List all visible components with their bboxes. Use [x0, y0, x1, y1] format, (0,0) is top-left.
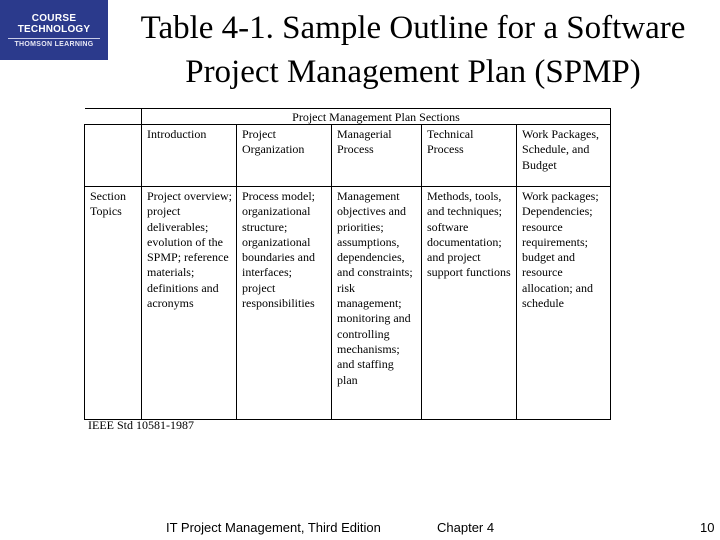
table-row-section-topics	[85, 187, 611, 420]
table-source-note: IEEE Std 10581-1987	[88, 418, 194, 432]
header-technical-process: Technical Process	[422, 125, 517, 187]
logo-line-1: COURSE	[31, 12, 77, 24]
cell-project-organization: Process model; organizational structure; organizational boundaries and interfaces; project responsibilities	[237, 187, 332, 420]
header-project-organization: Project Organization	[237, 125, 332, 187]
cell-work-packages: Work packages; Dependencies; resource requirements; budget and resource allocation; and schedule	[517, 187, 611, 420]
slide-title-line-1: Table 4-1. Sample Outline for a Software	[140, 10, 686, 46]
spmp-outline-table	[84, 108, 611, 420]
table-caption-row	[85, 109, 611, 125]
slide-title	[110, 6, 716, 94]
course-technology-logo	[0, 0, 108, 60]
footer-book-title: IT Project Management, Third Edition	[166, 520, 381, 535]
logo-line-3: THOMSON LEARNING	[14, 40, 94, 48]
row-label-section-topics: Section Topics	[85, 187, 142, 420]
footer-chapter: Chapter 4	[437, 520, 495, 535]
footer-page-number: 10	[700, 520, 715, 535]
header-managerial-process: Managerial Process	[332, 125, 422, 187]
cell-introduction: Project overview; project deliverables; evolution of the SPMP; reference materials; definitions and acronyms	[142, 187, 237, 420]
header-introduction: Introduction	[142, 125, 237, 187]
cell-technical-process: Methods, tools, and techniques; software documentation; and project support functions	[422, 187, 517, 420]
header-work-packages: Work Packages, Schedule, and Budget	[517, 125, 611, 187]
table-caption: Project Management Plan Sections	[142, 109, 611, 125]
cell-managerial-process: Management objectives and priorities; assumptions, dependencies, and constraints; risk management; monitoring and controlling mechanisms; and staffing plan	[332, 187, 422, 420]
logo-divider	[8, 38, 100, 39]
table-corner-cell	[85, 109, 142, 125]
slide-title-line-2: Project Management Plan (SPMP)	[185, 54, 641, 90]
header-stub-cell	[85, 125, 142, 187]
logo-line-2: TECHNOLOGY	[17, 23, 91, 35]
table-header-row	[85, 125, 611, 187]
